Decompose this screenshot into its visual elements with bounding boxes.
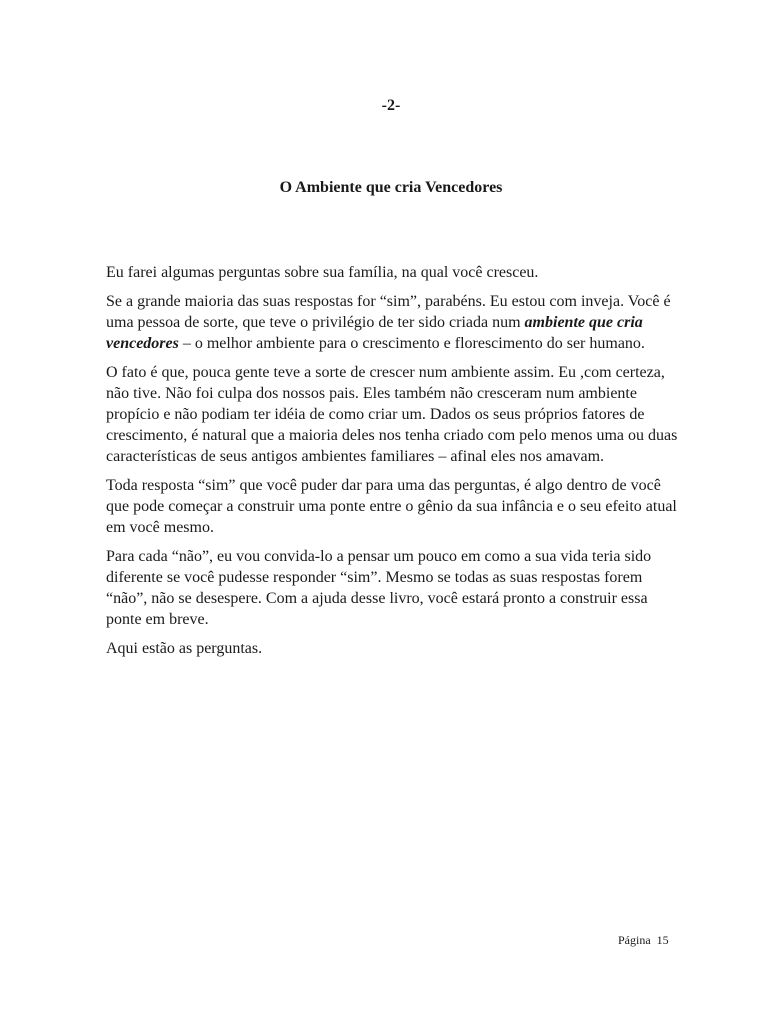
chapter-number: -2- xyxy=(381,97,401,114)
page-number: 15 xyxy=(656,933,669,947)
page-footer xyxy=(618,933,669,948)
paragraph-4: Toda resposta “sim” que você puder dar para uma das perguntas, é algo dentro de você que pode começar a construir uma ponte entre o gênio da sua infância e o seu efeito atual em você mesmo. xyxy=(106,477,677,536)
paragraph-2-end: – o melhor ambiente para o crescimento e florescimento do ser humano. xyxy=(178,335,645,352)
chapter-title: O Ambiente que cria Vencedores xyxy=(279,179,503,196)
body-text xyxy=(106,262,678,667)
paragraph-3: O fato é que, pouca gente teve a sorte de crescer num ambiente assim. Eu ,com certeza, não tive. Não foi culpa dos nossos pais. Eles também não cresceram num ambiente propício e não podiam ter idéia de como criar um. Dados os seus próprios fatores de crescimento, é natural que a maioria deles nos tenha criado com pelo menos uma ou duas características de seus antigos ambientes familiares – afinal eles nos amavam. xyxy=(106,364,678,465)
paragraph-5: Para cada “não”, eu vou convida-lo a pensar um pouco em como a sua vida teria sido diferente se você pudesse responder “sim”. Mesmo se todas as suas respostas forem “não”, não se desespere. Com a ajuda desse livro, você estará pronto a construir essa ponte em breve. xyxy=(106,548,652,628)
paragraph-2-emphasis: ambiente que cria vencedores xyxy=(106,314,643,352)
paragraph-2 xyxy=(106,291,678,354)
paragraph-6: Aqui estão as perguntas. xyxy=(106,640,263,657)
page-label: Página xyxy=(618,933,651,947)
paragraph-2-intro: Se a grande maioria das suas respostas for “sim”, parabéns. Eu estou com inveja. Você é uma pessoa de sorte, que teve o privilégio de ter sido criada num xyxy=(106,293,671,331)
paragraph-1: Eu farei algumas perguntas sobre sua família, na qual você cresceu. xyxy=(106,264,539,281)
